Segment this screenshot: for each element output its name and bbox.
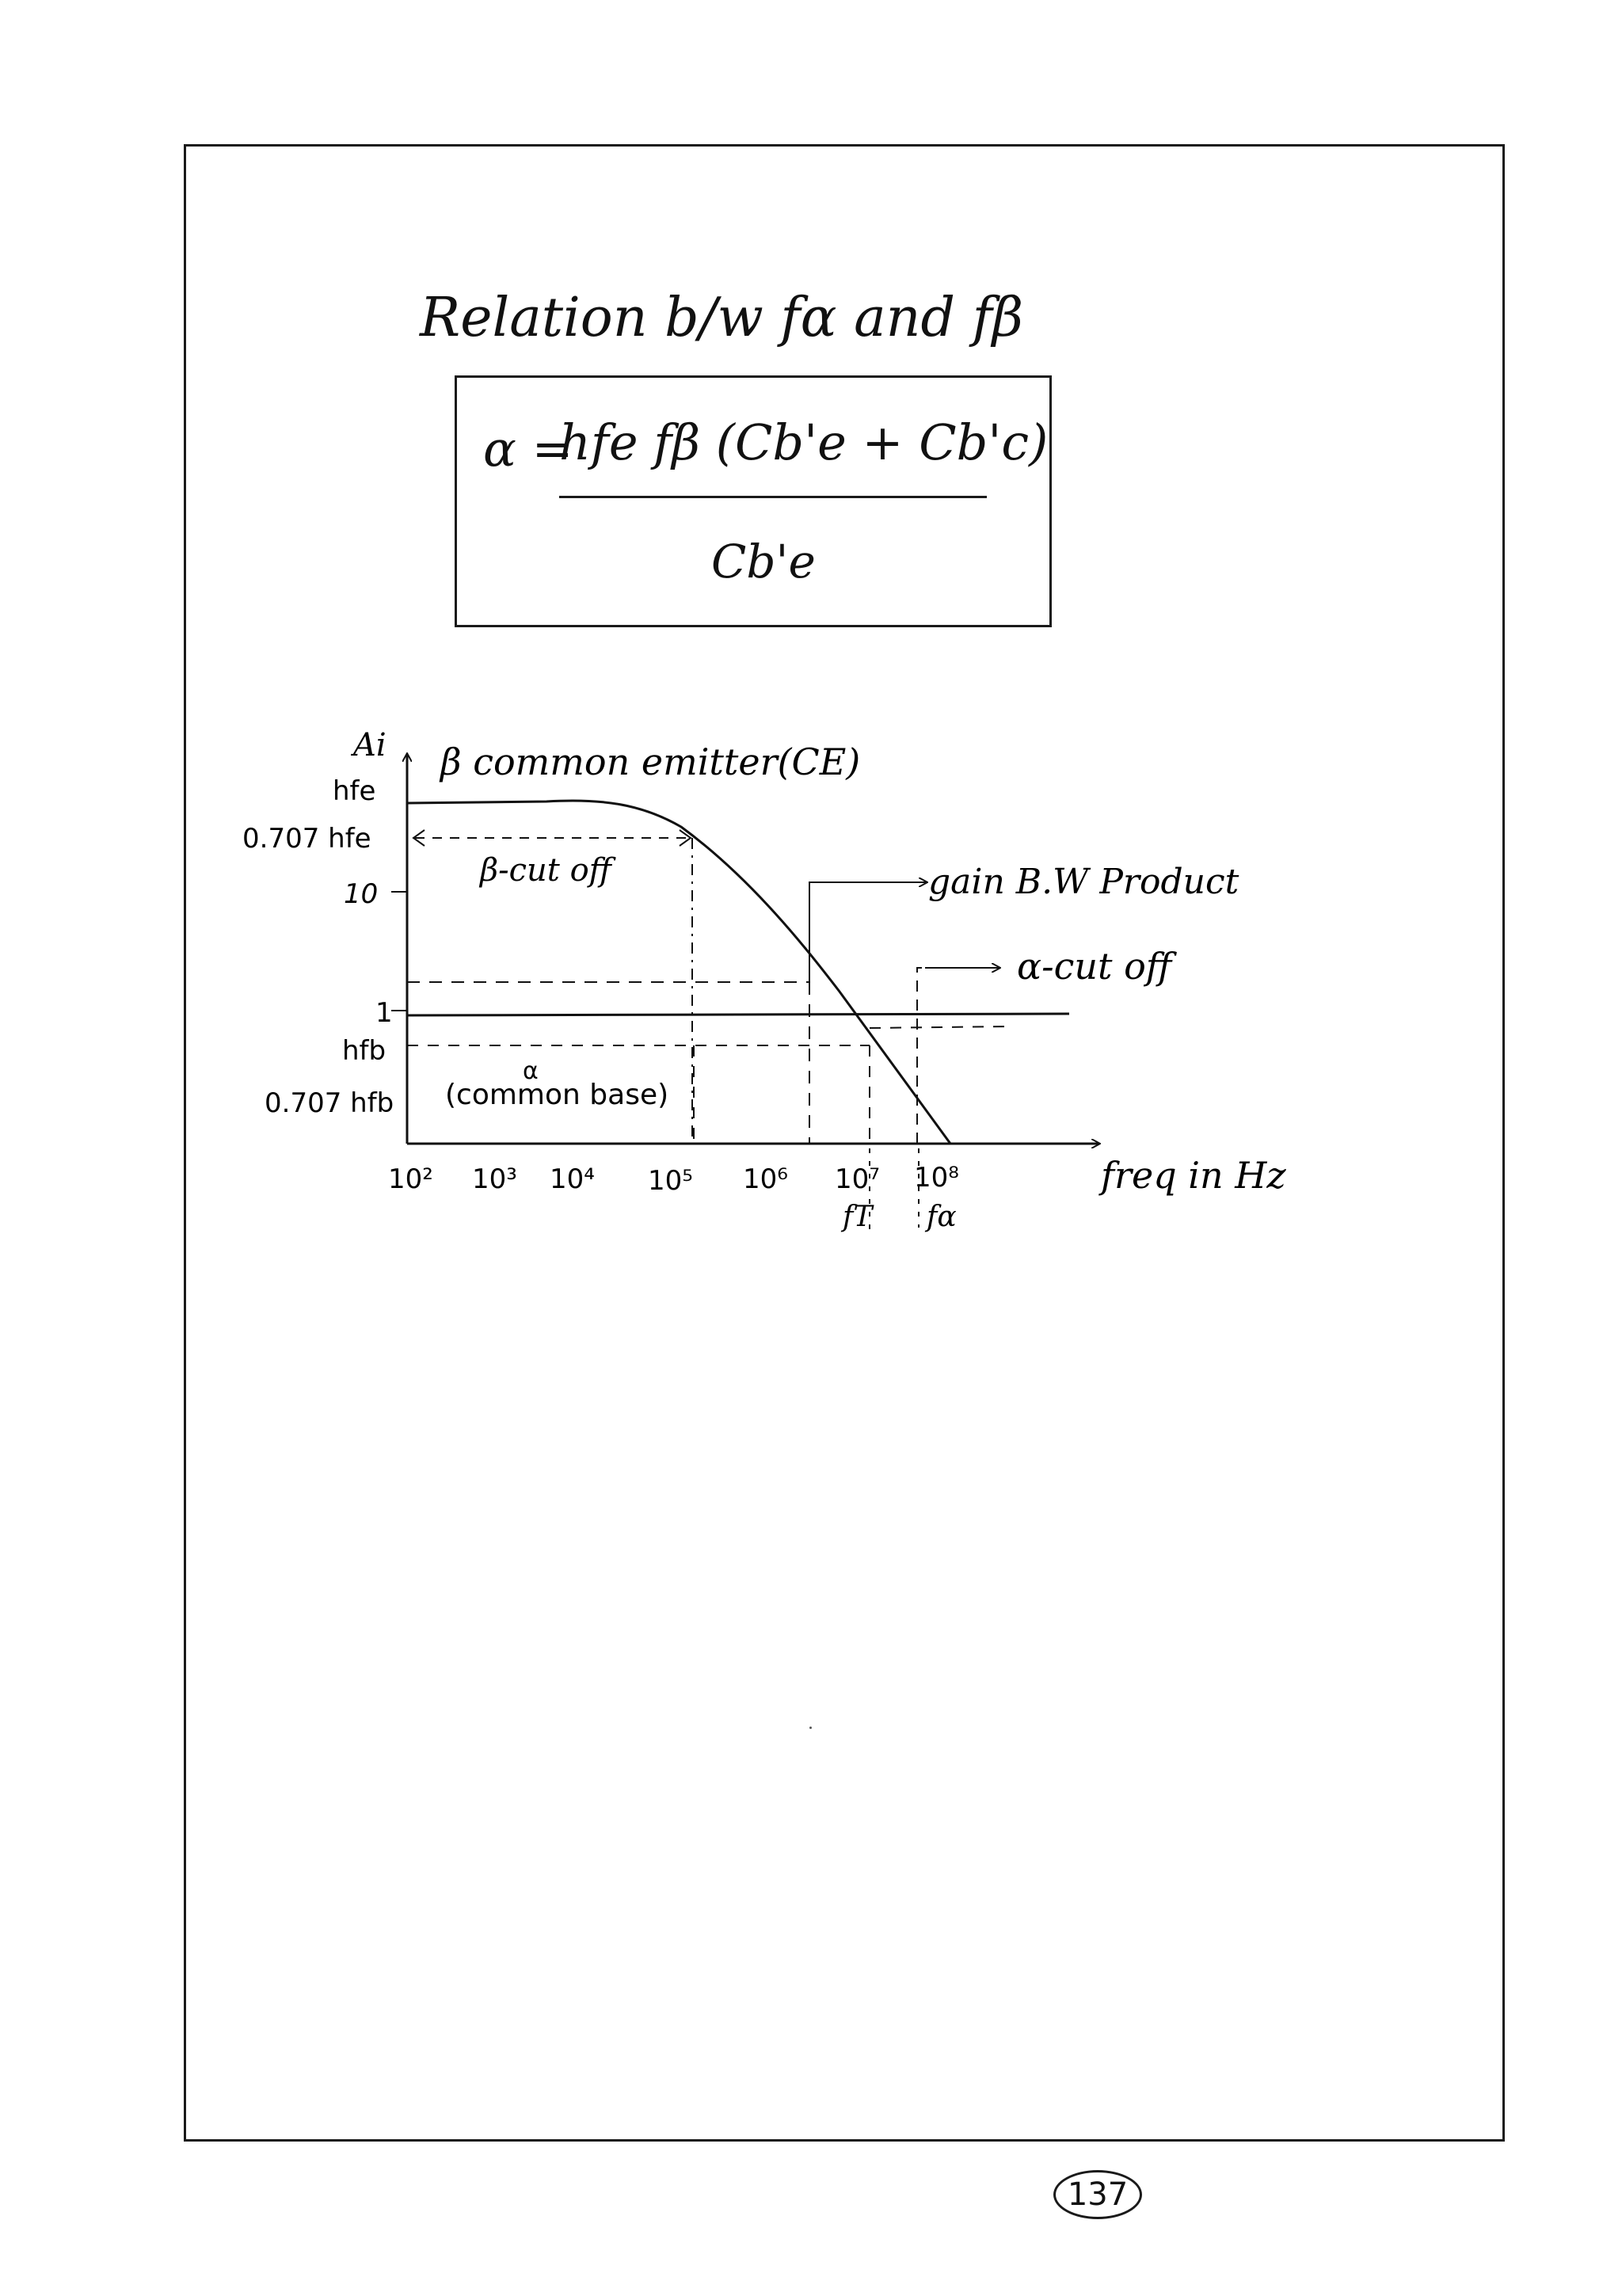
y-tick-label-0707hfb: 0.707 hfb — [265, 1087, 394, 1119]
x-tick-label: 10⁸ — [914, 1162, 959, 1194]
cb-curve-label: (common base) — [445, 1079, 669, 1111]
ft-label: fT — [843, 1201, 873, 1233]
alpha-cutoff-label: α-cut off — [1017, 945, 1172, 988]
page-title: Relation b/w fα and fβ — [420, 287, 1024, 349]
formula-lhs: α = — [483, 420, 573, 478]
y-tick-label-hfe: hfe — [333, 775, 376, 807]
y-tick-label-0707hfe: 0.707 hfe — [242, 823, 371, 855]
ce-curve-label: β common emitter(CE) — [440, 741, 861, 783]
unity-gain-line — [407, 1014, 1069, 1015]
y-axis-label: Ai — [353, 727, 386, 763]
f-alpha-label: fα — [927, 1201, 957, 1233]
y-tick-label-1: 1 — [375, 997, 393, 1029]
formula-denominator: Cb'e — [711, 535, 816, 588]
x-tick-label: 10³ — [472, 1163, 517, 1195]
x-tick-label: 10⁵ — [648, 1165, 693, 1197]
x-tick-label: 10² — [388, 1163, 433, 1195]
x-axis-label: freq in Hz — [1101, 1154, 1286, 1197]
alpha-symbol: α — [523, 1057, 539, 1085]
x-tick-label: 10⁴ — [550, 1163, 595, 1195]
beta-cutoff-label: β-cut off — [480, 852, 612, 889]
page-number-circle — [1053, 2170, 1142, 2219]
hfb-extension-line — [870, 1026, 1011, 1028]
x-tick-label: 10⁶ — [743, 1163, 788, 1195]
gain-bw-label: gain B.W Product — [928, 862, 1239, 902]
y-tick-label-10: 10 — [344, 878, 379, 910]
page-number: 137 — [1067, 2176, 1129, 2213]
alpha-cutoff-callout-line — [917, 968, 922, 1144]
x-tick-label: 10⁷ — [835, 1163, 880, 1195]
y-tick-label-hfb: hfb — [342, 1035, 386, 1067]
gain-bw-callout-line — [809, 882, 919, 982]
stray-dot — [809, 1727, 812, 1729]
formula-numerator: hfe fβ (Cb'e + Cb'c) — [559, 413, 1049, 471]
